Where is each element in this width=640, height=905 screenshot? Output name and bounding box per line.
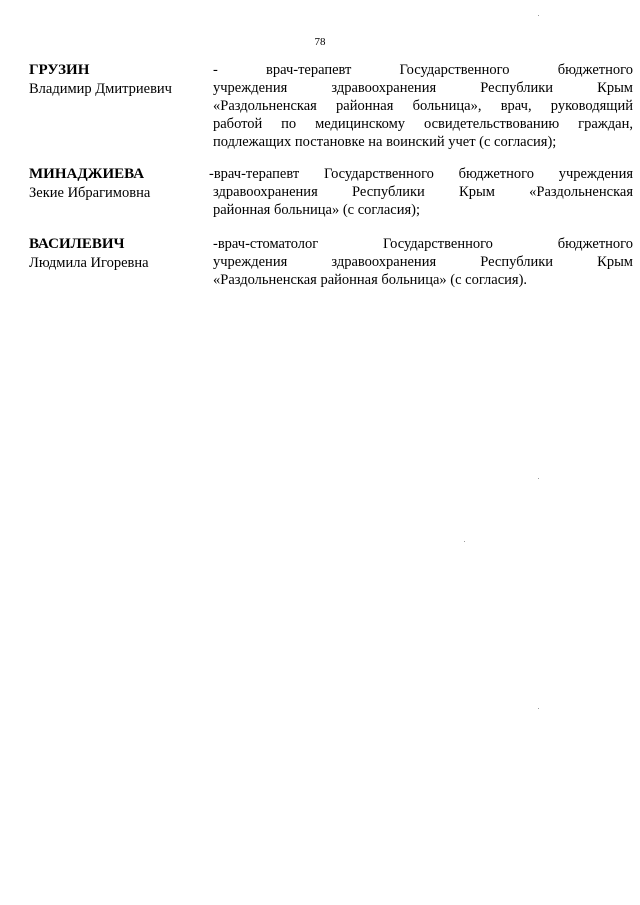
description-line: здравоохранения Республики Крым «Раздольненская <box>213 184 633 200</box>
description-line: работой по медицинскому освидетельствованию граждан, <box>213 116 633 132</box>
entry-surname: ВАСИЛЕВИЧ <box>29 236 125 252</box>
entry-description <box>213 235 633 289</box>
entry-surname: ГРУЗИН <box>29 62 90 78</box>
entry-given-names: Владимир Дмитриевич <box>29 81 172 97</box>
description-line: «Раздольненская районная больница», врач, руководящий <box>213 98 633 114</box>
page-number: 78 <box>314 36 326 48</box>
entry-given-names: Людмила Игоревна <box>29 255 149 271</box>
scan-speck <box>464 541 465 542</box>
description-line: районная больница» (с согласия); <box>213 202 421 218</box>
description-line: учреждения здравоохранения Республики Крым <box>213 254 633 270</box>
description-line: - врач-терапевт Государственного бюджетного <box>213 62 633 78</box>
description-line: -врач-стоматолог Государственного бюджетного <box>213 236 633 252</box>
description-line: -врач-терапевт Государственного бюджетного учреждения <box>209 166 633 182</box>
scan-speck <box>538 708 539 709</box>
description-line: учреждения здравоохранения Республики Крым <box>213 80 633 96</box>
description-line: подлежащих постановке на воинский учет (с согласия); <box>213 134 557 150</box>
description-line: «Раздольненская районная больница» (с согласия). <box>213 272 528 288</box>
entry-description <box>209 165 633 219</box>
scan-speck <box>538 478 539 479</box>
entry-description <box>213 61 633 151</box>
entry-given-names: Зекие Ибрагимовна <box>29 185 151 201</box>
scan-speck <box>538 15 539 16</box>
entry-surname: МИНАДЖИЕВА <box>29 166 145 182</box>
